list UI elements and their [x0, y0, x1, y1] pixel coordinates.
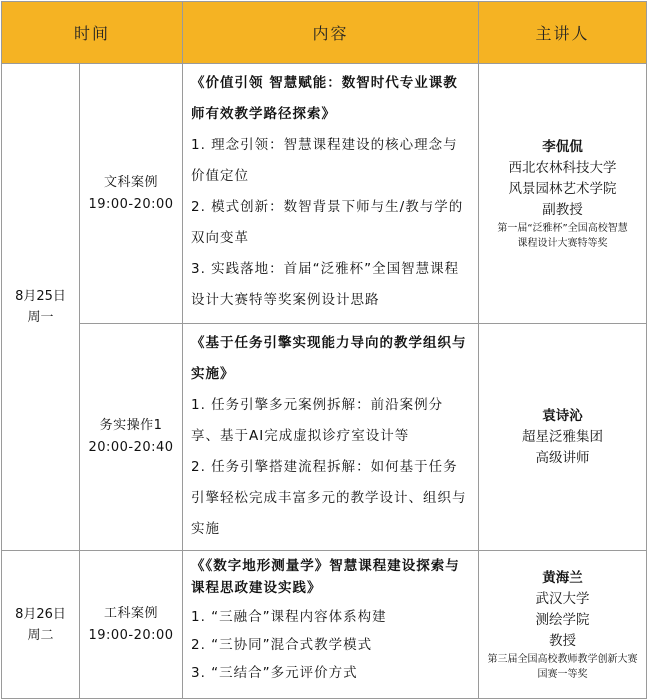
session-time: 20:00-20:40 — [88, 440, 174, 455]
session-name: 工科案例 — [104, 605, 159, 621]
speaker-department: 风景园林艺术学院 — [508, 180, 617, 197]
day-weekday: 周一 — [27, 310, 54, 325]
content-point: 1. 理念引领：智慧课程建设的核心理念与价值定位 — [191, 137, 458, 184]
session-time: 19:00-20:00 — [88, 196, 174, 212]
speaker-cell — [479, 551, 647, 699]
speaker-name: 黄海兰 — [542, 569, 583, 586]
header-time: 时间 — [2, 2, 183, 64]
speaker-affiliation: 武汉大学 — [535, 590, 590, 607]
header-row — [2, 2, 647, 64]
session-name: 务实操作1 — [99, 418, 163, 433]
day-cell — [2, 64, 80, 551]
speaker-cell — [479, 64, 647, 324]
content-point: 3. 实践落地：首届“泛雅杯”全国智慧课程设计大赛特等奖案例设计思路 — [191, 261, 460, 308]
content-point: 2. 模式创新：数智背景下师与生/教与学的双向变革 — [191, 199, 464, 246]
header-speaker: 主讲人 — [479, 2, 647, 64]
header-content: 内容 — [183, 2, 479, 64]
content-title: 《价值引领 智慧赋能：数智时代专业课教师有效教学路径探索》 — [191, 75, 458, 122]
speaker-position: 教授 — [549, 632, 577, 649]
content-cell — [183, 64, 479, 324]
content-title: 《基于任务引擎实现能力导向的教学组织与实施》 — [191, 335, 467, 382]
session-time: 19:00-20:00 — [88, 627, 174, 643]
content-point: 2. “三协同”混合式教学模式 — [191, 637, 373, 653]
session-name: 文科案例 — [104, 174, 159, 190]
speaker-name: 袁诗沁 — [542, 407, 583, 424]
day-weekday: 周二 — [27, 627, 54, 643]
session-row — [2, 64, 647, 324]
content-point: 1. “三融合”课程内容体系构建 — [191, 609, 387, 625]
speaker-position: 高级讲师 — [535, 449, 590, 466]
session-cell — [80, 324, 183, 551]
speaker-affiliation: 西北农林科技大学 — [508, 159, 617, 176]
content-cell — [183, 551, 479, 699]
content-point: 2. 任务引擎搭建流程拆解：如何基于任务引擎轻松完成丰富多元的教学设计、组织与实施 — [191, 459, 467, 537]
day-cell — [2, 551, 80, 699]
session-row — [2, 551, 647, 699]
content-cell — [183, 324, 479, 551]
speaker-department: 测绘学院 — [535, 611, 590, 628]
speaker-award: 第三届全国高校教师教学创新大赛国赛一等奖 — [487, 653, 638, 680]
speaker-name: 李侃侃 — [542, 138, 583, 155]
speaker-affiliation: 超星泛雅集团 — [522, 428, 604, 445]
session-row — [2, 324, 647, 551]
day-date: 8月26日 — [15, 606, 66, 622]
content-title: 《《数字地形测量学》智慧课程建设探索与课程思政建设实践》 — [191, 558, 460, 596]
speaker-position: 副教授 — [542, 201, 583, 218]
schedule-table — [1, 1, 647, 699]
speaker-award: 第一届“泛雅杯”全国高校智慧课程设计大赛特等奖 — [497, 222, 628, 249]
speaker-cell — [479, 324, 647, 551]
content-point: 1. 任务引擎多元案例拆解：前沿案例分享、基于AI完成虚拟诊疗室设计等 — [191, 397, 444, 444]
session-cell — [80, 551, 183, 699]
content-point: 3. “三结合”多元评价方式 — [191, 665, 358, 681]
day-date: 8月25日 — [15, 289, 66, 304]
session-cell — [80, 64, 183, 324]
